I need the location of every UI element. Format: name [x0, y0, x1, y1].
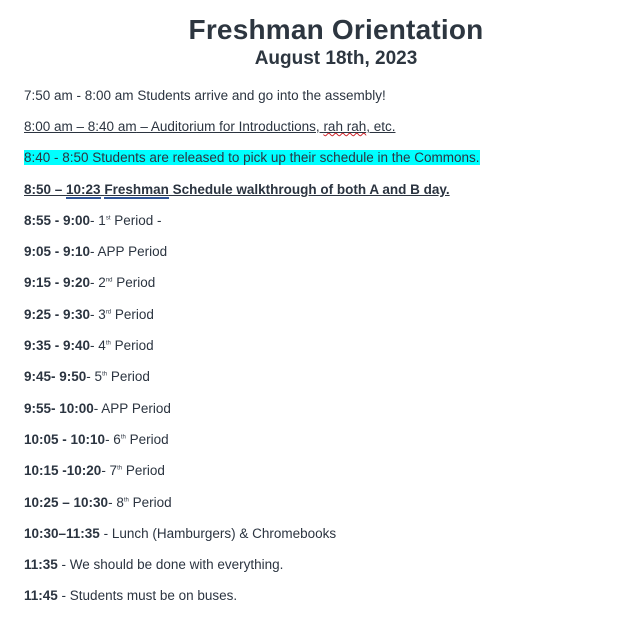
schedule-text: - 8	[108, 495, 124, 510]
schedule-text: Period	[107, 369, 150, 384]
spellcheck-squiggle-text: rah rah	[323, 119, 367, 134]
schedule-line-period-3	[24, 307, 154, 322]
schedule-time: 9:25 - 9:30	[24, 307, 91, 322]
schedule-line-period-1	[24, 213, 162, 228]
schedule-text: Students are released to pick up their schedule in the Commons.	[88, 150, 480, 165]
schedule-time: 10:15 -10:20	[24, 463, 102, 478]
schedule-text: Period	[110, 338, 154, 353]
schedule-line-done	[24, 557, 283, 572]
ordinal-suffix: th	[102, 371, 108, 378]
schedule-line-app-2	[24, 401, 171, 416]
schedule-time: 7:50 am - 8:00 am	[24, 88, 134, 103]
ordinal-suffix: th	[123, 497, 129, 504]
schedule-text: Schedule walkthrough of both A and B day.	[168, 182, 450, 197]
schedule-line-walkthrough	[24, 182, 450, 197]
schedule-time: 8:55 - 9:00	[24, 213, 91, 228]
schedule-line-lunch	[24, 526, 336, 541]
schedule-text-freshman: Freshman	[104, 182, 169, 197]
schedule-time: 11:35	[24, 557, 58, 572]
schedule-time: 9:05 - 9:10	[24, 244, 91, 259]
schedule-text: - 5	[86, 369, 103, 384]
schedule-text: - Lunch (Hamburgers) & Chromebooks	[99, 526, 337, 541]
highlighted-line	[24, 150, 480, 165]
ordinal-suffix: rd	[105, 309, 112, 316]
schedule-text: - 7	[101, 463, 118, 478]
schedule-time: 11:45	[24, 588, 58, 603]
schedule-text: Period	[122, 463, 165, 478]
schedule-line-period-5	[24, 369, 150, 384]
schedule-line-schedule-pickup	[24, 150, 480, 165]
schedule-time: 9:55- 10:00	[24, 401, 94, 416]
ordinal-suffix: th	[120, 434, 126, 441]
schedule-text: - 6	[105, 432, 121, 447]
schedule-time-end: 10:23	[66, 182, 101, 197]
schedule-text: - 4	[90, 338, 106, 353]
schedule-time: 9:45- 9:50	[24, 369, 87, 384]
schedule-text: – Auditorium for Introductions,	[136, 119, 324, 134]
schedule-time: 10:25 – 10:30	[24, 495, 109, 510]
schedule-text: - APP Period	[90, 244, 168, 259]
schedule-time: 9:15 - 9:20	[24, 275, 91, 290]
schedule-time: 8:50 –	[24, 182, 67, 197]
schedule-line-period-6	[24, 432, 169, 447]
schedule-text: - 3	[90, 307, 106, 322]
schedule-text: - 1	[90, 213, 106, 228]
ordinal-suffix: th	[117, 465, 123, 472]
schedule-time: 10:05 - 10:10	[24, 432, 106, 447]
schedule-text: Students arrive and go into the assembly!	[133, 88, 386, 103]
schedule-text: Period	[112, 275, 156, 290]
schedule-time: 10:30–11:35	[24, 526, 100, 541]
schedule-line-period-7	[24, 463, 165, 478]
schedule-time: 9:35 - 9:40	[24, 338, 91, 353]
schedule-time: 8:40 - 8:50	[24, 150, 89, 165]
schedule-line-arrival	[24, 88, 386, 103]
schedule-line-app-1	[24, 244, 167, 259]
schedule-text: - 2	[90, 275, 106, 290]
schedule-line-buses	[24, 588, 237, 603]
schedule-line-period-2	[24, 275, 155, 290]
schedule-line-period-8	[24, 495, 172, 510]
ordinal-suffix: st	[105, 215, 111, 222]
schedule-text: - APP Period	[93, 401, 171, 416]
schedule-text: - Students must be on buses.	[57, 588, 238, 603]
schedule-text: Period -	[110, 213, 162, 228]
schedule-text: Period	[111, 307, 154, 322]
schedule-text: - We should be done with everything.	[57, 557, 284, 572]
schedule-text: Period	[128, 495, 172, 510]
ordinal-suffix: th	[105, 340, 111, 347]
page-title: Freshman Orientation	[188, 14, 484, 45]
schedule-line-period-4	[24, 338, 154, 353]
schedule-time: 8:00 am – 8:40 am	[24, 119, 137, 134]
schedule-text: , etc.	[366, 119, 396, 134]
schedule-line-auditorium	[24, 119, 395, 134]
page-subtitle-date: August 18th, 2023	[254, 48, 418, 69]
schedule-text: Period	[125, 432, 169, 447]
ordinal-suffix: nd	[105, 277, 113, 284]
